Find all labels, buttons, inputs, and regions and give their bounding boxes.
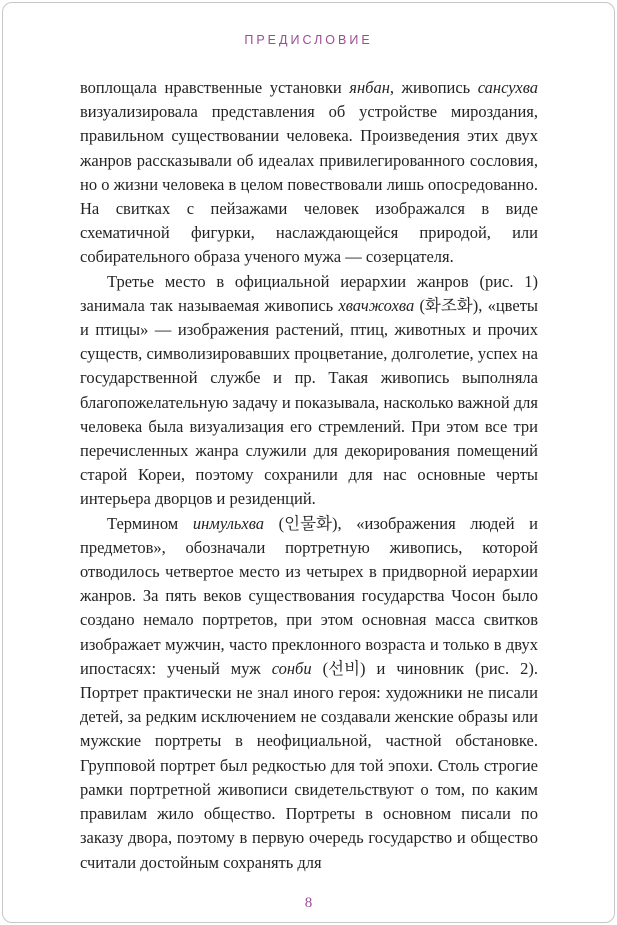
body-text-run: визуализировала представления об устройстве мироздания, правильном существовании человека. Произведения этих двух жанров рассказывали об идеалах привилегированного сословия, но о жизни человека в целом повествовали лишь опосредованно. На свитках с пейзажами человек изображался в виде схематичной фигурки, наслаждающейся природой, или собирательного образа ученого мужа — созерцателя. xyxy=(80,102,538,267)
body-text-run: (인물화), «изображения людей и предметов», обозначали портретную живопись, которой отводилось четвертое место из четырех в придворной иерархии жанров. За пять веков существования государства Чосон было создано немало портретов, при этом основная масса свитков изображает мужчин, часто преклонного возраста и только в двух ипостасях: ученый муж xyxy=(80,513,538,678)
body-text-run: воплощала нравственные установки xyxy=(80,78,350,97)
body-text-run: Третье место в официальной иерархии жанров (рис. 1) занимала так называемая живопись xyxy=(80,271,538,315)
term-italic: хвачжохва xyxy=(338,295,415,315)
text-block xyxy=(80,76,538,875)
paragraph xyxy=(80,76,538,270)
paragraph xyxy=(80,512,538,875)
body-text-run: (선비) и чиновник (рис. 2). Портрет практически не знал иного героя: художники не писали детей, за редким исключением не создавали женские образы или мужские портреты в неофициальной, частной обстановке. Групповой портрет был редкостью для той эпохи. Столь строгие рамки портретной живописи свидетельствуют о том, по каким правилам жило общество. Портреты в основном писали по заказу двора, поэтому в первую очередь государство и общество считали достойным сохранять для xyxy=(80,658,538,872)
running-head: ПРЕДИСЛОВИЕ xyxy=(244,33,373,47)
page-number: 8 xyxy=(304,895,313,911)
body-text-run: Термином xyxy=(107,513,193,533)
body-text-run: (화조화), «цветы и птицы» — изображения растений, птиц, животных и прочих существ, символизировавших процветание, долголетие, успех на государственной службе и пр. Такая живопись выполняла благопожелательную задачу и показывала, насколько важной для человека была визуализация его стремлений. При этом все три перечисленных жанра служили для декорирования помещений старой Кореи, поэтому сохранили для нас основные черты интерьера дворцов и резиденций. xyxy=(80,295,538,509)
term-italic: янбан xyxy=(349,78,390,97)
body-text-run: , живопись xyxy=(389,78,478,97)
term-italic: инмульхва xyxy=(192,513,265,533)
paragraph xyxy=(80,270,538,512)
term-italic: сансухва xyxy=(477,78,539,97)
term-italic: сонби xyxy=(271,658,312,678)
